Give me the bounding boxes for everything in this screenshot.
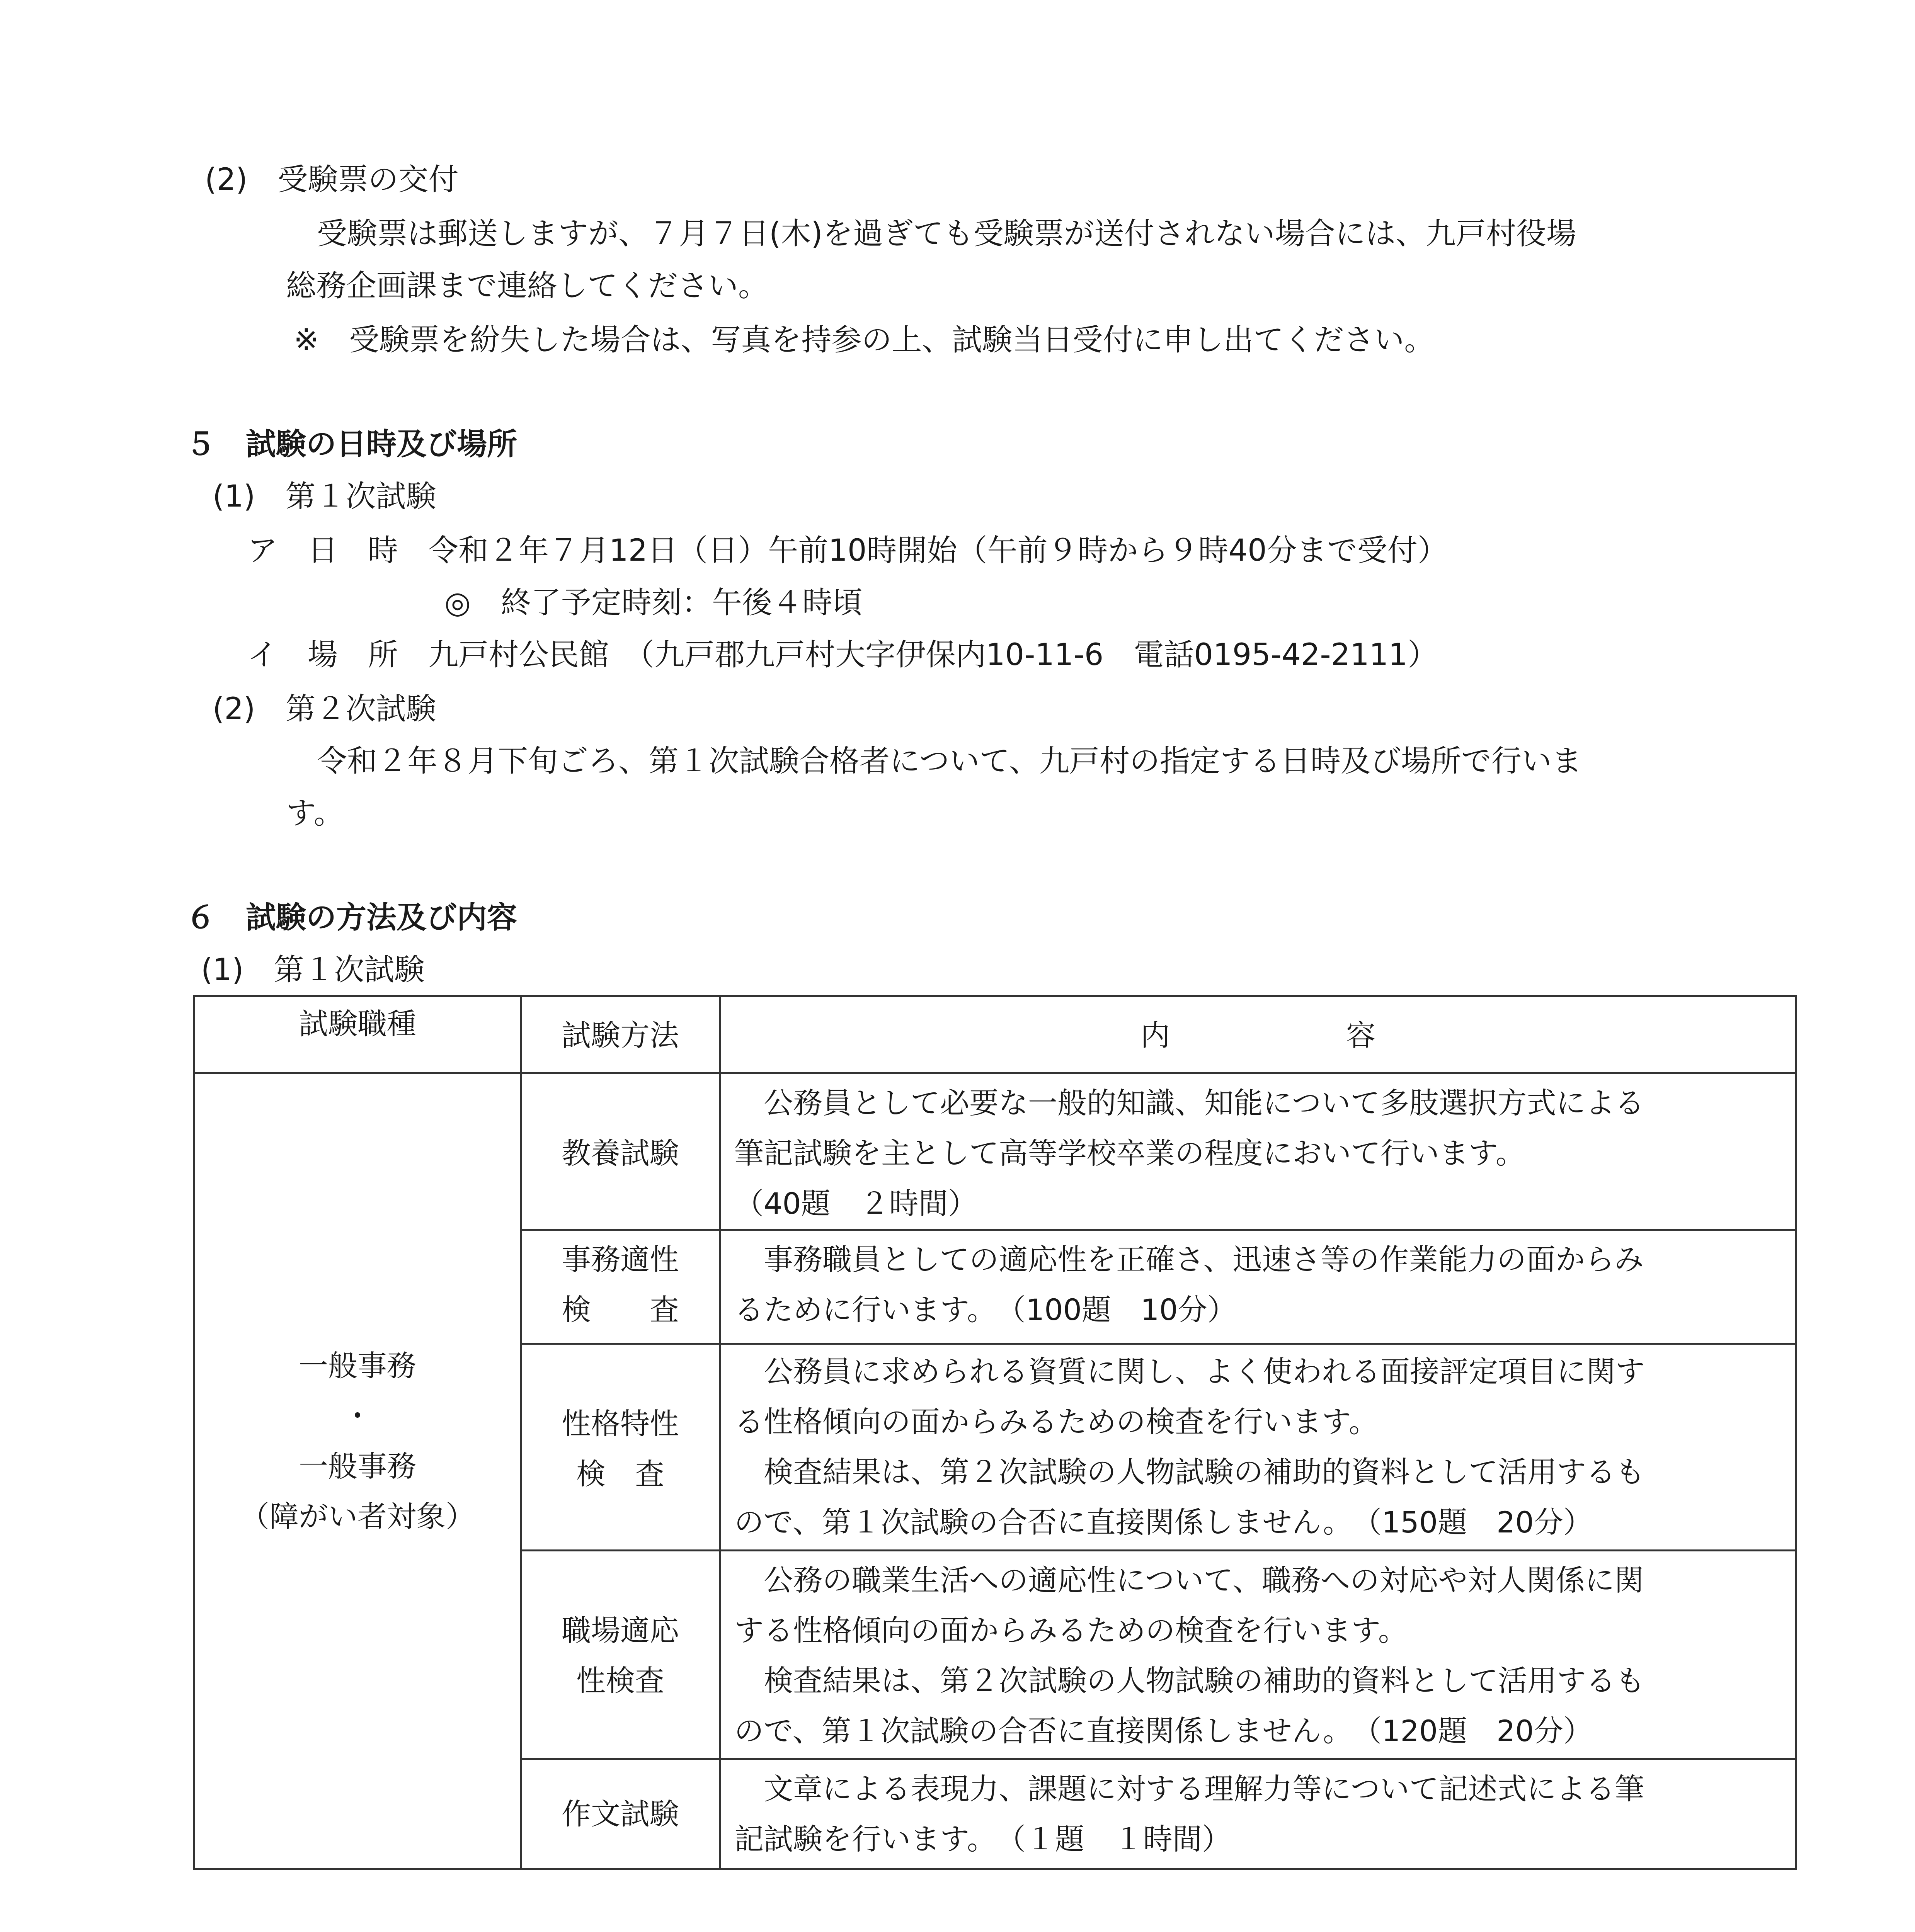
table-1-header-job: 試験職種: [299, 1007, 416, 1041]
table-1-row-4-content-line-4: ので、第１次試験の合否に直接関係しません。 （120題 20分）: [734, 1714, 1593, 1748]
table-1-row-divider-1: [520, 1229, 1797, 1231]
table-1-job-line-4: （障がい者対象）: [240, 1499, 475, 1534]
section-4-2-note: ※ 受験票を紛失した場合は、写真を持参の上、試験当日受付に申し出てください。: [294, 323, 1435, 357]
table-1-border-header: [193, 1072, 1797, 1074]
table-1-row-2-method-line-2: 検 査: [562, 1293, 679, 1327]
table-1-row-4-method-line-1: 職場適応: [562, 1613, 679, 1648]
table-1-column-divider-2: [719, 995, 721, 1870]
table-1-row-divider-2: [520, 1343, 1797, 1345]
table-1-row-1-content-line-2: 筆記試験を主として高等学校卒業の程度において行います。: [734, 1136, 1525, 1170]
table-1-row-3-content-line-2: る性格傾向の面からみるための検査を行います。: [734, 1405, 1378, 1439]
table-1-row-2-method-line-1: 事務適性: [562, 1242, 679, 1277]
section-5-paragraph-line-2: す。: [286, 796, 344, 831]
table-1-row-4-content-line-2: する性格傾向の面からみるための検査を行います。: [734, 1613, 1408, 1648]
table-1-border-bottom: [193, 1868, 1797, 1870]
table-1-job-line-3: 一般事務: [299, 1449, 416, 1483]
table-1-row-2-content-line-2: るために行います。 （100題 10分）: [734, 1293, 1237, 1327]
table-1-border-right: [1795, 995, 1797, 1870]
table-1-row-1-method: 教養試験: [562, 1136, 679, 1170]
section-4-2-heading: (2) 受験票の交付: [205, 162, 459, 197]
table-1-row-5-method: 作文試験: [562, 1797, 679, 1831]
table-1-row-3-content-line-1: 公務員に求められる資質に関し、よく使われる面接評定項目に関す: [734, 1354, 1645, 1389]
section-5-date-line: ア 日 時 令和２年７月12日（日）午前10時開始（午前９時から９時40分まで受付）: [247, 533, 1448, 568]
section-5-place-line: イ 場 所 九戸村公民館 （九戸郡九戸村大字伊保内10-11-6 電話0195-42-2111）: [247, 638, 1438, 672]
table-1-row-5-content-line-1: 文章による表現力、課題に対する理解力等について記述式による筆: [734, 1772, 1644, 1806]
table-1-border-top: [193, 995, 1797, 997]
table-1-job-line-2: ・: [343, 1399, 372, 1433]
table-1-row-1-content-line-3: （40題 ２時間）: [734, 1186, 977, 1221]
section-5-heading: ５ 試験の日時及び場所: [186, 427, 517, 462]
section-5-end-time-note: ◎ 終了予定時刻：午後４時頃: [444, 585, 863, 620]
section-5-sub-2: (2) 第２次試験: [213, 692, 436, 726]
table-1-row-2-content-line-1: 事務職員としての適応性を正確さ、迅速さ等の作業能力の面からみ: [734, 1242, 1644, 1277]
table-1-row-divider-4: [520, 1758, 1797, 1760]
section-5-sub-1: (1) 第１次試験: [213, 479, 436, 514]
section-6-heading: ６ 試験の方法及び内容: [186, 900, 517, 935]
table-1-job-line-1: 一般事務: [299, 1349, 416, 1383]
table-1-row-3-content-line-4: ので、第１次試験の合否に直接関係しません。 （150題 20分）: [734, 1505, 1593, 1539]
table-1-row-divider-3: [520, 1549, 1797, 1551]
table-1-header-method: 試験方法: [562, 1018, 679, 1053]
table-1-row-3-method-line-1: 性格特性: [562, 1406, 679, 1441]
table-1-row-4-content-line-1: 公務の職業生活への適応性について、職務への対応や対人関係に関: [734, 1563, 1644, 1597]
section-4-2-paragraph-line-1: 受験票は郵送しますが、７月７日(木)を過ぎても受験票が送付されない場合には、九戸村役場: [317, 216, 1576, 251]
table-1-row-4-method-line-2: 性検査: [576, 1663, 664, 1698]
section-5-paragraph-line-1: 令和２年８月下旬ごろ、第１次試験合格者について、九戸村の指定する日時及び場所で行いま: [317, 744, 1582, 779]
table-1-row-3-method-line-2: 検 査: [576, 1457, 664, 1491]
table-1-row-3-content-line-3: 検査結果は、第２次試験の人物試験の補助的資料として活用するも: [734, 1455, 1645, 1489]
section-6-sub-1: (1) 第１次試験: [201, 952, 425, 987]
table-1-row-4-content-line-3: 検査結果は、第２次試験の人物試験の補助的資料として活用するも: [734, 1663, 1645, 1698]
table-1-row-1-content-line-1: 公務員として必要な一般的知識、知能について多肢選択方式による: [734, 1086, 1644, 1120]
section-4-2-paragraph-line-2: 総務企画課まで連絡してください。: [286, 269, 769, 303]
table-1-header-content: 内 容: [1140, 1018, 1375, 1053]
table-1-row-5-content-line-2: 記試験を行います。 （１題 １時間）: [734, 1822, 1231, 1856]
